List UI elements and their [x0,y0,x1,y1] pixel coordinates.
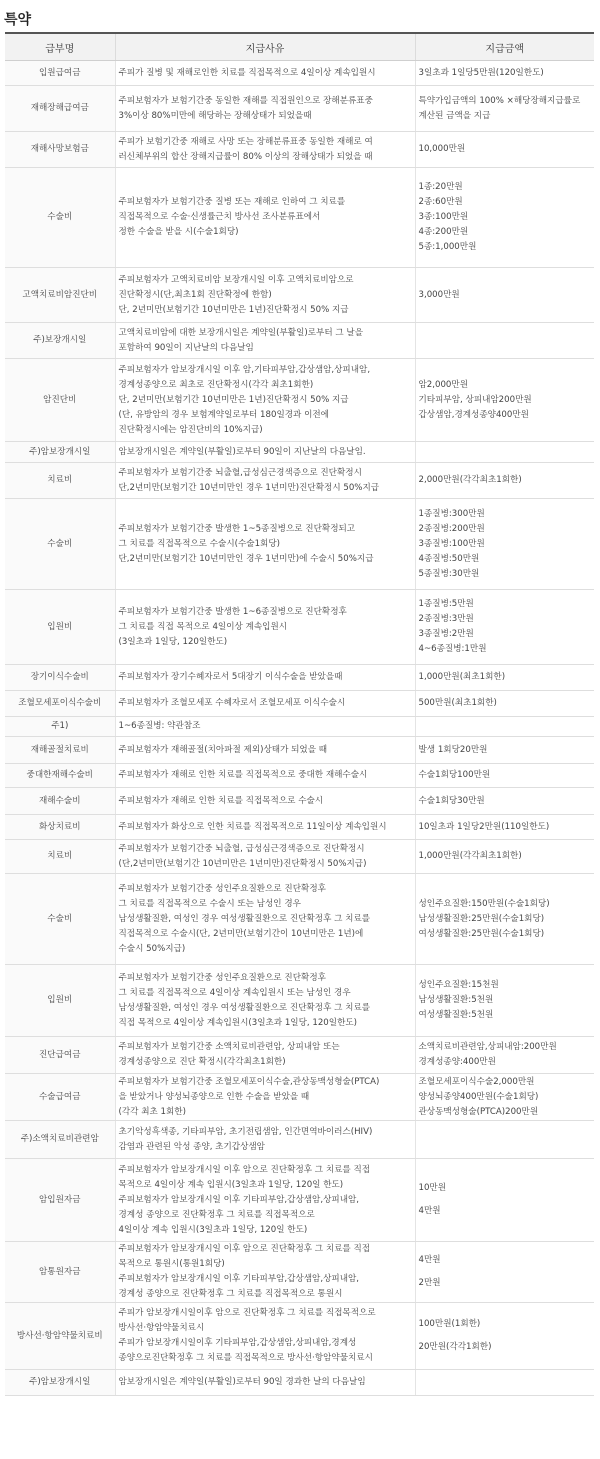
payment-reason-line: 방사선·항암약물치료시 [118,1323,205,1333]
payment-amount-line: 3일초과 1일당5만원(120일한도) [418,67,544,78]
payment-amount-line: 2종질병:200만원 [418,523,485,534]
payment-reason-line: 단, 2년미만(보험기간 10년미만은 1년)진단확정시 50% 지급 [118,304,349,315]
table-row [5,61,594,86]
payment-reason [115,86,415,132]
benefit-name: 암통원자금 [5,1242,115,1303]
payment-reason [115,815,415,840]
payment-amount-line: 2종:60만원 [418,197,463,207]
payment-amount [415,168,594,268]
payment-reason-line: 4일이상 계속 입원시(3일초과 1일당, 120일 한도) [118,1224,308,1235]
benefit-name: 주)암보장개시일 [5,1370,115,1396]
payment-reason-line: 직접 목적으로 4일이상 계속입원시(3일초과 1일당, 120일한도) [118,1017,358,1028]
payment-amount-line: 성인주요질환:15천원 [418,980,499,990]
payment-reason [115,1121,415,1159]
payment-amount-line: 4종:200만원 [418,227,469,237]
payment-amount [415,1242,594,1303]
benefit-name: 암입원자금 [5,1159,115,1242]
table-row [5,132,594,168]
payment-amount [415,499,594,590]
payment-amount-line: 관상동맥성형술(PTCA)200만원 [418,1106,539,1117]
benefit-name: 암진단비 [5,359,115,442]
payment-reason-line: 주피보험자가 암보장개시일 이후 암으로 진단확정후 그 치료를 직접 [118,1244,371,1254]
payment-amount-line: 소액치료비관련암,상피내암:200만원 [418,1042,557,1052]
payment-amount-line: 남성생활질환:5천원 [418,995,494,1005]
benefit-name: 주)암보장개시일 [5,442,115,463]
payment-amount [415,359,594,442]
payment-amount-line: 양성뇌종양400만원(수술1회당) [418,1091,539,1102]
payment-reason [115,590,415,665]
benefit-name: 주1) [5,717,115,737]
payment-reason-line: 주피보험자가 보험기간중 발생한 1~5종질병으로 진단확정되고 [118,523,356,534]
benefit-name: 입원비 [5,590,115,665]
table-row [5,359,594,442]
payment-amount-line: 2종질병:3만원 [418,614,474,624]
payment-reason-line: 직접목적으로 수술시(단, 2년미만(보험기간이 10년미만은 1년)에 [118,928,364,939]
table-row [5,1121,594,1159]
payment-reason-line: (단, 유방암의 경우 보험계약일로부터 180일경과 이전에 [118,409,329,420]
payment-amount-line: 성인주요질환:150만원(수술1회당) [418,898,550,909]
table-row [5,1242,594,1303]
payment-reason [115,764,415,788]
payment-reason-line: 단, 2년미만(보험기간 10년미만은 1년)진단확정시 50% 지급 [118,394,349,405]
payment-reason-line: 그 치료를 직접목적으로 수술시 또는 남성인 경우 [118,898,301,909]
payment-amount [415,840,594,874]
payment-amount [415,1370,594,1396]
payment-amount-line: 기타피부암, 상피내암200만원 [418,394,532,405]
table-row [5,1370,594,1396]
payment-amount-line: 10만원 [418,1183,447,1193]
benefit-name: 고액치료비암진단비 [5,268,115,323]
payment-reason-line: 3%이상 80%미만에 해당하는 장해상태가 되었을때 [118,110,312,121]
payment-amount [415,965,594,1037]
payment-amount [415,86,594,132]
payment-amount-line: 경계성종양:400만원 [418,1057,496,1067]
benefits-table [5,32,594,1396]
payment-amount-line: 남성생활질환:25만원(수술1회당) [418,913,545,924]
payment-reason-line: 암보장개시일은 계약일(부활일)로부터 90일 경과한 날의 다음날임 [118,1377,366,1387]
payment-reason-line: 주피보험자가 보험기간중 조혈모세포이식수술,관상동맥성형술(PTCA) [118,1076,380,1087]
payment-reason-line: 진단확정시에는 암진단비의 10%지급) [118,424,263,435]
payment-reason-line: 주피보험자가 화상으로 인한 치료를 직접목적으로 11일이상 계속입원시 [118,821,387,832]
benefit-name: 장기이식수술비 [5,665,115,691]
payment-amount [415,1121,594,1159]
payment-reason-line: (단,2년미만(보험기간 10년미만은 1년미만)진단확정시 50%지급) [118,858,367,869]
payment-reason-line: 주피가 질병 및 재해로인한 치료를 직접목적으로 4일이상 계속입원시 [118,67,376,78]
table-row [5,463,594,499]
benefit-name: 재해장해급여금 [5,86,115,132]
benefit-name: 수술비 [5,874,115,965]
benefit-name: 중대한재해수술비 [5,764,115,788]
payment-reason-line: 그 치료를 직접목적으로 4일이상 계속입원시 또는 남성인 경우 [118,987,351,998]
payment-reason [115,61,415,86]
payment-reason-line: 단,2년미만(보험기간 10년미만인 경우 1년미만)에 수술시 50%지급 [118,553,374,564]
benefit-name: 치료비 [5,463,115,499]
payment-reason [115,788,415,815]
payment-reason [115,665,415,691]
benefit-name: 주)보장개시일 [5,323,115,359]
table-row [5,764,594,788]
header-benefit-name: 급부명 [5,33,115,61]
table-row [5,874,594,965]
payment-reason-line: 경계성 종양으로 진단확정후 그 치료를 직접목적으로 통원시 [118,1289,343,1299]
payment-amount-line: 암2,000만원 [418,379,469,390]
payment-reason [115,499,415,590]
payment-amount-line: 3종:100만원 [418,212,469,222]
payment-amount-line: 500만원(최초1회한) [418,698,497,708]
table-row [5,1037,594,1074]
payment-reason-line: 주피보험자가 보험기간중 성인주요질환으로 진단확정후 [118,972,326,983]
payment-reason-line: 주피가 보험기간중 재해로 사망 또는 장해분류표중 동일한 재해로 여 [118,136,373,147]
amount-spacer [419,1196,592,1204]
payment-reason [115,717,415,737]
payment-amount-line: 100만원(1회한) [418,1319,481,1329]
payment-reason-line: 주피보험자가 조혈모세포 수혜자로서 조혈모세포 이식수술시 [118,698,346,708]
payment-amount [415,737,594,764]
payment-amount-line: 갑상샘암,경계성종양400만원 [418,409,529,420]
table-body [5,61,594,1396]
payment-reason-line: 단,2년미만(보험기간 10년미만인 경우 1년미만)진단확정시 50%지급 [118,482,380,493]
payment-amount-line: 3,000만원 [418,289,460,300]
benefit-name: 수술급여금 [5,1074,115,1121]
table-header-row [5,33,594,61]
header-payment-reason: 지급사유 [115,33,415,61]
payment-reason-line: 주피보험자가 재해로 인한 치료를 직접목적으로 수술시 [118,795,324,806]
payment-amount-line: 수술1회당30만원 [418,795,485,806]
benefit-name: 입원비 [5,965,115,1037]
payment-reason-line: 주피보험자가 보험기간중 동일한 재해를 직접원인으로 장해분류표중 [118,95,373,106]
payment-amount-line: 1종질병:5만원 [418,599,474,609]
payment-amount-line: 1,000만원(최초1회한) [418,672,506,682]
payment-amount [415,61,594,86]
payment-reason [115,323,415,359]
payment-amount [415,691,594,717]
payment-amount-line: 여성생활질환:25만원(수술1회당) [418,928,545,939]
payment-amount-line: 계산된 금액을 지급 [418,110,491,121]
payment-reason [115,1242,415,1303]
payment-amount-line: 4만원 [418,1206,441,1216]
table-row [5,1303,594,1370]
payment-reason-line: 주피보험자가 재해로 인한 치료를 직접목적으로 중대한 재해수술시 [118,770,368,780]
table-row [5,691,594,717]
table-row [5,1159,594,1242]
payment-amount [415,132,594,168]
payment-reason-line: 주피보험자가 보험기간중 뇌출혈, 급성심근경색증으로 진단확정시 [118,843,365,854]
payment-amount [415,665,594,691]
payment-amount-line: 1종:20만원 [418,182,463,192]
payment-reason [115,1159,415,1242]
payment-reason [115,132,415,168]
payment-amount-line: 20만원(각각1회한) [418,1342,492,1352]
table-row [5,168,594,268]
payment-reason-line: 진단확정시(단,최초1회 진단확정에 한함) [118,289,272,300]
benefit-name: 조혈모세포이식수술비 [5,691,115,717]
amount-spacer [419,1268,592,1276]
payment-reason-line: 감염과 관련된 악성 종양, 초기갑상샘암 [118,1141,265,1152]
payment-reason-line: 주피가 암보장개시일이후 암으로 진단확정후 그 치료를 직접목적으로 [118,1308,376,1318]
payment-reason [115,442,415,463]
payment-reason-line: 수술시 50%지급) [118,943,186,954]
payment-reason-line: 그 치료를 직접목적으로 수술시(수술1회당) [118,538,280,549]
payment-reason [115,359,415,442]
payment-reason-line: 정한 수술을 받을 시(수술1회당) [118,227,239,237]
payment-amount-line: 1,000만원(각각최초1회한) [418,851,522,861]
payment-amount [415,1159,594,1242]
payment-amount-line: 4만원 [418,1255,441,1265]
payment-reason [115,965,415,1037]
payment-amount [415,874,594,965]
payment-reason-line: (각각 최초 1회한) [118,1106,186,1117]
payment-amount-line: 특약가입금액의 100% ×해당장해지급률로 [418,95,581,106]
payment-amount-line: 10,000만원 [418,144,466,154]
payment-reason-line: 경계성 종양으로 진단확정후 그 치료를 직접목적으로 [118,1209,315,1220]
payment-reason-line: 그 치료를 직접 목적으로 4일이상 계속입원시 [118,621,288,632]
payment-reason-line: 고액치료비암에 대한 보장개시일은 계약일(부활일)로부터 그 날을 [118,327,364,338]
benefit-name: 재해수술비 [5,788,115,815]
table-row [5,323,594,359]
payment-amount-line: 여성생활질환:5천원 [418,1010,494,1020]
benefit-name: 방사선·항암약물치료비 [5,1303,115,1370]
payment-amount-line: 수술1회당100만원 [418,770,491,780]
payment-amount-line: 발생 1회당20만원 [418,744,488,755]
payment-reason-line: 직접목적으로 수술·신생률근치 방사선 조사분류표에서 [118,212,321,222]
payment-amount [415,815,594,840]
table-row [5,840,594,874]
payment-reason-line: 암보장개시일은 계약일(부활일)로부터 90일이 지난날의 다음날임. [118,446,366,457]
benefit-name: 치료비 [5,840,115,874]
table-row [5,86,594,132]
payment-reason-line: 주피보험자가 암보장개시일 이후 기타피부암,갑상샘암,상피내암, [118,1274,360,1284]
payment-amount-line: 1종질병:300만원 [418,508,485,519]
payment-amount-line: 2만원 [418,1278,441,1288]
payment-amount [415,268,594,323]
payment-reason [115,1370,415,1396]
payment-amount-line: 5종질병:30만원 [418,568,480,579]
page-title: 특약 [4,12,32,28]
payment-reason [115,1074,415,1121]
payment-reason-line: 주피보험자가 암보장개시일 이후 기타피부암,갑상샘암,상피내암, [118,1194,360,1205]
payment-reason-line: 주피보험자가 암보장개시일 이후 암으로 진단확정후 그 치료를 직접 [118,1164,371,1175]
amount-spacer [419,1332,592,1340]
payment-reason-line: 주피보험자가 재해골절(치아파절 제외)상태가 되었을 때 [118,744,328,755]
payment-amount [415,323,594,359]
payment-amount-line: 5종:1,000만원 [418,242,477,252]
table-row [5,965,594,1037]
payment-reason-line: 주피보험자가 보험기간중 성인주요질환으로 진단확정후 [118,883,326,894]
payment-amount [415,463,594,499]
payment-amount-line: 조혈모세포이식수술2,000만원 [418,1076,535,1087]
payment-amount-line: 3종질병:100만원 [418,538,485,549]
payment-reason-line: 경계성종양으로 최초로 진단확정시(각각 최초1회한) [118,379,314,390]
payment-reason-line: 초기악성흑색종, 기타피부암, 초기전립샘암, 인간면역바이러스(HIV) [118,1126,373,1137]
payment-amount-line: 10일초과 1일당2만원(110일한도) [418,821,550,832]
table-row [5,788,594,815]
benefit-name: 입원급여금 [5,61,115,86]
payment-amount-line: 3종질병:2만원 [418,629,474,639]
payment-reason [115,168,415,268]
table-row [5,665,594,691]
payment-reason [115,691,415,717]
payment-reason-line: 을 받았거나 양성뇌종양으로 인한 수술을 받았을 때 [118,1091,310,1102]
payment-reason-line: 목적으로 4일이상 계속 입원시(3일초과 1일당, 120일 한도) [118,1179,344,1190]
payment-reason [115,840,415,874]
payment-reason-line: 주피보험자가 고액치료비암 보장개시일 이후 고액치료비암으로 [118,274,354,285]
payment-reason-line: 주피가 암보장개시일이후 기타피부암,갑상샘암,상피내암,경계성 [118,1338,357,1348]
payment-reason-line: 주피보험자가 보험기간중 질병 또는 재해로 인하여 그 치료를 [118,197,346,207]
payment-reason-line: 경계성종양으로 진단 확정시(각각최초1회한) [118,1057,286,1067]
payment-amount [415,1037,594,1074]
payment-reason [115,1037,415,1074]
table-row [5,268,594,323]
table-row [5,590,594,665]
benefit-name: 재해사망보험금 [5,132,115,168]
benefit-name: 수술비 [5,499,115,590]
table-row [5,815,594,840]
payment-reason-line: 주피보험자가 보험기간중 발생한 1~6종질병으로 진단확정후 [118,606,347,617]
payment-reason [115,1303,415,1370]
payment-reason-line: 포함하여 90일이 지난날의 다음날임 [118,342,254,353]
payment-amount [415,590,594,665]
table-row [5,717,594,737]
payment-reason-line: 주피보험자가 장기수혜자로서 5대장기 이식수술을 받았을때 [118,672,343,682]
payment-amount [415,1074,594,1121]
payment-reason-line: 목적으로 통원시(통원1회당) [118,1259,225,1269]
payment-amount-line: 4종질병:50만원 [418,553,480,564]
payment-reason-line: (3일초과 1일당, 120일한도) [118,636,228,647]
table-row [5,442,594,463]
header-payment-amount: 지급금액 [415,33,594,61]
payment-amount [415,442,594,463]
benefit-name: 재해골절치료비 [5,737,115,764]
payment-reason-line: 남성생활질환, 여성인 경우 여성생활질환으로 진단확정후 그 치료를 [118,913,371,924]
benefit-name: 화상치료비 [5,815,115,840]
payment-reason [115,737,415,764]
payment-amount [415,788,594,815]
payment-reason-line: 주피보험자가 보험기간중 소액치료비관련암, 상피내암 또는 [118,1042,340,1052]
payment-amount [415,1303,594,1370]
payment-amount [415,717,594,737]
table-row [5,499,594,590]
payment-reason [115,874,415,965]
payment-reason-line: 러신체부위의 합산 장해지급률이 80% 이상의 장해상태가 되었을 때 [118,151,373,162]
payment-amount [415,764,594,788]
payment-reason-line: 주피보험자가 보험기간중 뇌출혈,급성심근경색증으로 진단확정시 [118,467,362,478]
payment-amount-line: 2,000만원(각각최초1회한) [418,475,522,485]
benefit-name: 수술비 [5,168,115,268]
payment-amount-line: 4~6종질병:1만원 [418,644,487,654]
payment-reason-line: 남성생활질환, 여성인 경우 여성생활질환으로 진단확정후 그 치료를 [118,1002,371,1013]
table-row [5,1074,594,1121]
payment-reason-line: 종양으로진단확정후 그 치료를 직접목적으로 방사선·항암약물치료시 [118,1353,373,1363]
table-row [5,737,594,764]
payment-reason [115,463,415,499]
benefit-name: 진단급여금 [5,1037,115,1074]
payment-reason-line: 주피보험자가 암보장개시일 이후 암,기타피부암,갑상샘암,상피내암, [118,364,371,375]
benefit-name: 주)소액치료비관련암 [5,1121,115,1159]
payment-reason-line: 1~6종질병: 약관참조 [118,721,201,731]
payment-reason [115,268,415,323]
